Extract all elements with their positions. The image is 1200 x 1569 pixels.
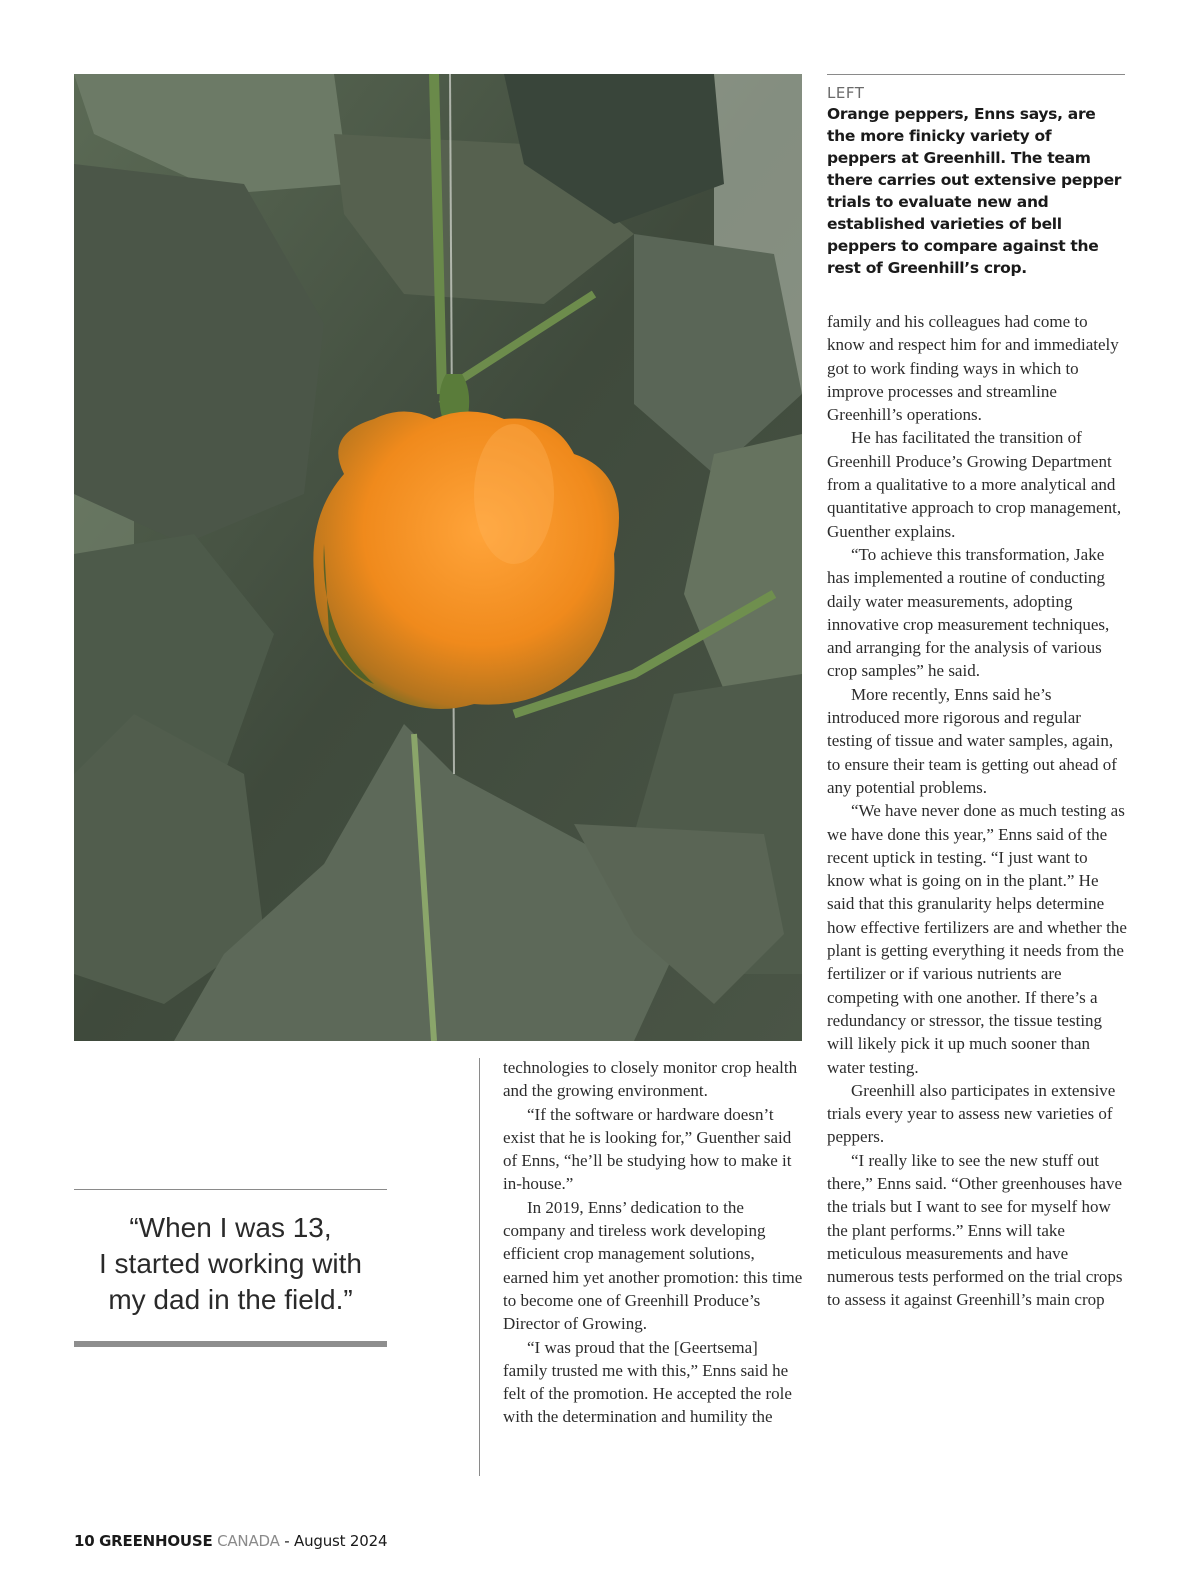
paragraph: “I was proud that the [Geertsema] family trusted me with this,” Enns said he felt of the promotion. He accepted the role with the determination and humility the xyxy=(503,1337,792,1427)
paragraph: “We have never done as much testing as we have done this year,” Enns said of the recent uptick in testing. “I just want to know what is going on in the plant.” He said that this granularity helps determine how effective fertilizers are and whether the plant is getting everything it needs from the fertilizer or if various nutrients are competing with one another. If there’s a redundancy or stressor, the tissue testing will likely pick it up much sooner than water testing. xyxy=(827,801,1127,1077)
publication-region: CANADA xyxy=(217,1532,280,1550)
pull-quote-line: I started working with xyxy=(99,1248,362,1279)
pull-quote-text xyxy=(74,1210,387,1318)
article-column-right xyxy=(827,310,1127,1312)
paragraph: More recently, Enns said he’s introduced more rigorous and regular testing of tissue and water samples, again, to ensure their team is getting out ahead of any potential problems. xyxy=(827,684,1117,797)
paragraph: “To achieve this transformation, Jake has implemented a routine of conducting daily water measurements, adopting innovative crop measurement techniques, and arranging for the analysis of various crop samples” he said. xyxy=(827,544,1110,681)
page-footer xyxy=(74,1532,387,1550)
page-number: 10 xyxy=(74,1532,95,1550)
caption-kicker: LEFT xyxy=(827,84,865,102)
pull-quote xyxy=(74,1189,387,1318)
paragraph: “If the software or hardware doesn’t exist that he is looking for,” Guenther said of Enns, “he’ll be studying how to make it in-house.” xyxy=(503,1104,792,1194)
caption-text: Orange peppers, Enns says, are the more finicky variety of peppers at Greenhill. The team there carries out extensive pepper trials to evaluate new and established varieties of bell peppers to compare against the rest of Greenhill’s crop. xyxy=(827,105,1122,277)
paragraph: family and his colleagues had come to know and respect him for and immediately got to work finding ways in which to improve processes and streamline Greenhill’s operations. xyxy=(827,312,1119,425)
pull-quote-line: “When I was 13, xyxy=(129,1212,332,1243)
footer-separator: - xyxy=(284,1532,290,1550)
column-divider xyxy=(479,1058,480,1476)
feature-photo xyxy=(74,74,802,1041)
paragraph: “I really like to see the new stuff out there,” Enns said. “Other greenhouses have the trials but I want to see for myself how the plant performs.” Enns will take meticulous measurements and have numerous tests performed on the trial crops to assess it against Greenhill’s main crop xyxy=(827,1150,1123,1310)
paragraph: technologies to closely monitor crop health and the growing environment. xyxy=(503,1058,798,1101)
pepper-photo-illustration xyxy=(74,74,802,1041)
article-column-middle xyxy=(503,1056,803,1429)
photo-caption xyxy=(827,74,1125,279)
paragraph: Greenhill also participates in extensive trials every year to assess new varieties of peppers. xyxy=(827,1080,1116,1147)
pull-quote-bar xyxy=(74,1341,387,1347)
paragraph: In 2019, Enns’ dedication to the company and tireless work developing efficient crop management solutions, earned him yet another promotion: this time to become one of Greenhill Produce’s Director of Growing. xyxy=(503,1197,803,1334)
issue-date: August 2024 xyxy=(294,1532,388,1550)
paragraph: He has facilitated the transition of Greenhill Produce’s Growing Department from a qualitative to a more analytical and quantitative approach to crop management, Guenther explains. xyxy=(827,428,1122,541)
pull-quote-line: my dad in the field.” xyxy=(108,1284,353,1315)
publication-name: GREENHOUSE xyxy=(99,1532,213,1550)
